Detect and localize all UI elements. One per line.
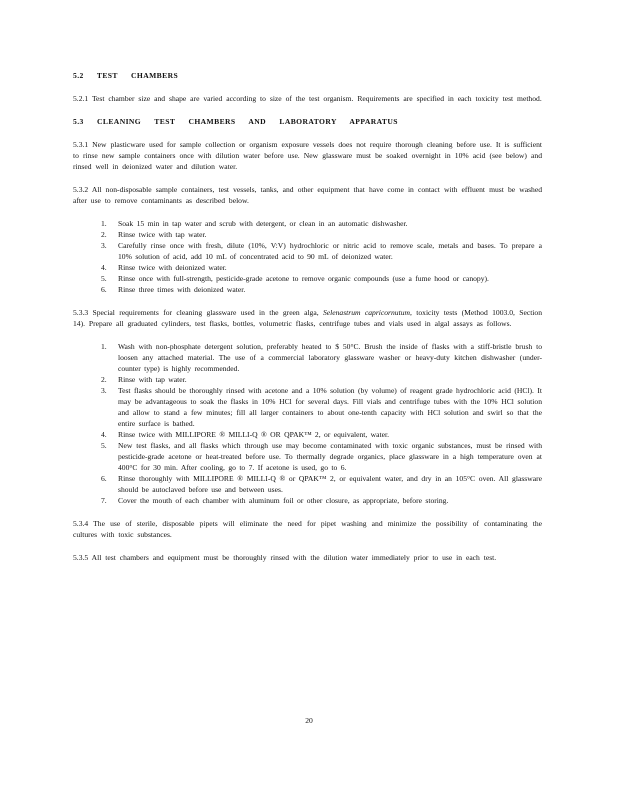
- algal-glassware-steps-list: [73, 341, 542, 506]
- list-item: [101, 240, 542, 262]
- paragraph-5-3-1: 5.3.1 New plasticware used for sample collection or organism exposure vessels does not require thorough cleaning before use. It is sufficient to rinse new sample containers once with dilution water before use. New glassware must be soaked overnight in 10% acid (see below) and rinsed well in deionized water and dilution water.: [73, 140, 542, 171]
- list-item-number: 2.: [101, 230, 107, 239]
- cleaning-steps-list: [73, 218, 542, 295]
- list-item-number: 2.: [101, 375, 107, 384]
- document-page: [73, 70, 542, 575]
- list-item-number: 3.: [101, 386, 107, 395]
- list-item-text: New test flasks, and all flasks which through use may become contaminated with toxic organic substances, must be rinsed with pesticide-grade acetone or heat-treated before use. To thermally degrade organics, place glassware in a high temperature oven at 400°C for 30 min. After cooling, go to 7. If acetone is used, go to 6.: [118, 441, 542, 472]
- list-item: [101, 440, 542, 473]
- species-name: Selenastrum capricornutum: [322, 308, 410, 317]
- paragraph-5-3-3-lead: 5.3.3 Special requirements for cleaning glassware used in the green alga,: [73, 308, 323, 317]
- list-item: [101, 385, 542, 429]
- list-item: [101, 374, 542, 385]
- list-item: [101, 473, 542, 495]
- list-item-text: Carefully rinse once with fresh, dilute (10%, V:V) hydrochloric or nitric acid to remove scale, metals and bases. To prepare a 10% solution of acid, add 10 mL of concentrated acid to 90 mL of deionized water.: [118, 241, 542, 261]
- list-item-number: 5.: [101, 441, 107, 450]
- list-item-number: 3.: [101, 241, 107, 250]
- list-item: [101, 284, 542, 295]
- list-item-number: 4.: [101, 430, 107, 439]
- list-item-text: Rinse once with full-strength, pesticide-grade acetone to remove organic compounds (use a fume hood or canopy).: [118, 274, 489, 283]
- list-item-text: Cover the mouth of each chamber with aluminum foil or other closure, as appropriate, before storing.: [118, 496, 449, 505]
- list-item-number: 1.: [101, 342, 107, 351]
- list-item-text: Rinse twice with deionized water.: [118, 263, 227, 272]
- paragraph-5-3-4: 5.3.4 The use of sterile, disposable pipets will eliminate the need for pipet washing and minimize the possibility of contaminating the cultures with toxic substances.: [73, 519, 542, 539]
- list-item-number: 6.: [101, 285, 107, 294]
- list-item-number: 5.: [101, 274, 107, 283]
- list-item: [101, 273, 542, 284]
- list-item: [101, 262, 542, 273]
- paragraph-5-3-2: 5.3.2 All non-disposable sample containers, test vessels, tanks, and other equipment that have come in contact with effluent must be washed after use to remove contaminants as described below.: [73, 185, 542, 205]
- list-item-text: Rinse three times with deionized water.: [118, 285, 246, 294]
- list-item: [101, 341, 542, 374]
- section-heading-5-3: 5.3 CLEANING TEST CHAMBERS AND LABORATORY APPARATUS: [73, 117, 398, 126]
- list-item-number: 1.: [101, 219, 107, 228]
- list-item-text: Rinse thoroughly with MILLIPORE ® MILLI-Q ® or QPAK™ 2, or equivalent water, and dry in an 105°C oven. All glassware should be autoclaved before use and between uses.: [118, 474, 542, 494]
- list-item: [101, 495, 542, 506]
- list-item-number: 4.: [101, 263, 107, 272]
- list-item-text: Soak 15 min in tap water and scrub with detergent, or clean in an automatic dishwasher.: [118, 219, 408, 228]
- page-number: 20: [305, 716, 313, 725]
- list-item-text: Wash with non-phosphate detergent solution, preferably heated to $ 50°C. Brush the inside of flasks with a stiff-bristle brush to loosen any attached material. The use of a commercial laboratory glassware washer or heavy-duty kitchen dishwasher (under-counter type) is highly recommended.: [118, 342, 542, 373]
- paragraph-5-3-3-rest: , toxicity tests (Method 1003.0, Section 14). Prepare all graduated cylinders, test flasks, bottles, volumetric flasks, centrifuge tubes and vials used in algal assays as follows.: [73, 308, 543, 328]
- paragraph-5-2-1: 5.2.1 Test chamber size and shape are varied according to size of the test organism. Requirements are specified in each toxicity test method.: [73, 94, 542, 103]
- paragraph-5-3-5: 5.3.5 All test chambers and equipment must be thoroughly rinsed with the dilution water immediately prior to use in each test.: [73, 553, 497, 562]
- list-item-number: 6.: [101, 474, 107, 483]
- list-item-text: Rinse twice with tap water.: [118, 230, 207, 239]
- list-item-text: Rinse with tap water.: [118, 375, 187, 384]
- section-heading-5-2: 5.2 TEST CHAMBERS: [73, 71, 179, 80]
- list-item: [101, 218, 542, 229]
- list-item-text: Rinse twice with MILLIPORE ® MILLI-Q ® OR QPAK™ 2, or equivalent, water.: [118, 430, 390, 439]
- list-item-number: 7.: [101, 496, 107, 505]
- list-item-text: Test flasks should be thoroughly rinsed with acetone and a 10% solution (by volume) of reagent grade hydrochloric acid (HCl). It may be advantageous to soak the flasks in 10% HCl for several days. Fill vials and centrifuge tubes with the 10% HCl solution and allow to stand a few minutes; fill all larger containers to about one-tenth capacity with HCl solution and swirl so that the entire surface is bathed.: [118, 386, 542, 428]
- list-item: [101, 229, 542, 240]
- list-item: [101, 429, 542, 440]
- paragraph-5-3-3: [73, 307, 542, 329]
